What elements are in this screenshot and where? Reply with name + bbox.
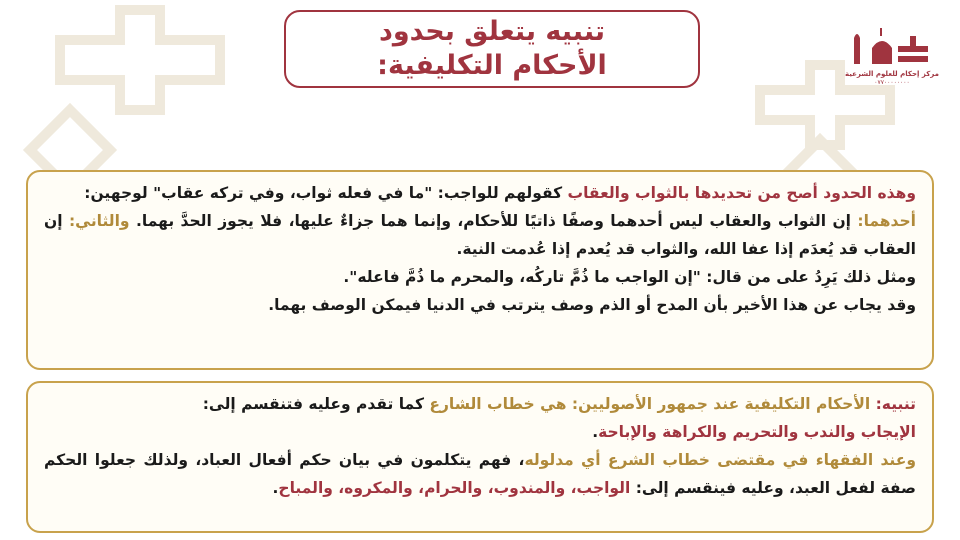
title-line-1: تنبيه يتعلق بحدود bbox=[379, 16, 605, 47]
panel1-p2-text-first: إن الثواب والعقاب ليس أحدهما وصفًا ذاتيًا للأحكام، وإنما هما جزاءٌ عليها، فلا يجوز الحدَّ بهما. bbox=[135, 212, 858, 230]
panel1-p1-highlight: وهذه الحدود أصح من تحديدها بالثواب والعقاب bbox=[567, 184, 916, 202]
panel2-p1-label: تنبيه: bbox=[875, 395, 916, 413]
logo-phone: ٠٧٧٠٠٠٠٠٠٠٠ bbox=[874, 79, 910, 86]
panel2-p3-list: الواجب، والمندوب، والحرام، والمكروه، والمباح bbox=[278, 479, 636, 497]
panel2-p3-text: ، فهم يتكلمون في بيان حكم أفعال العباد، ولذلك جعلوا الحكم صفة لفعل العبد، وعليه فينقسم إلى: bbox=[44, 451, 916, 497]
panel2-paragraph-2 bbox=[44, 418, 916, 446]
panel1-p2-label-second: والثاني: bbox=[68, 212, 136, 230]
panel1-p2-text-second: إن العقاب قد يُعدَم إذا عفا الله، والثواب قد يُعدم إذا عُدمت النية. bbox=[44, 212, 916, 258]
panel1-paragraph-1 bbox=[44, 179, 916, 207]
panel2-paragraph-1 bbox=[44, 390, 916, 418]
panel2-p3-end: . bbox=[272, 479, 279, 497]
logo bbox=[845, 24, 939, 94]
panel2-p3-highlight: وعند الفقهاء في مقتضى خطاب الشرع أي مدلوله bbox=[524, 451, 916, 469]
logo-subtitle: مركز إحكام للعلوم الشرعية bbox=[845, 70, 939, 78]
panel2-p2-list: الإيجاب والندب والتحريم والكراهة والإباحة bbox=[598, 423, 916, 441]
panel1-p1-text: كقولهم للواجب: "ما في فعله ثواب، وفي تركه عقاب" لوجهين: bbox=[84, 184, 568, 202]
content-panel-1 bbox=[26, 170, 934, 370]
content-panel-2 bbox=[26, 381, 934, 533]
panel2-p1-text: كما تقدم وعليه فتنقسم إلى: bbox=[202, 395, 430, 413]
title-box bbox=[284, 10, 700, 88]
panel2-paragraph-3 bbox=[44, 446, 916, 502]
panel1-p2-label-first: أحدهما: bbox=[857, 212, 916, 230]
title-line-2: الأحكام التكليفية: bbox=[377, 50, 607, 81]
panel2-p2-end: . bbox=[592, 423, 599, 441]
panel1-paragraph-2 bbox=[44, 207, 916, 263]
panel2-p1-highlight: الأحكام التكليفية عند جمهور الأصوليين: هي خطاب الشارع bbox=[429, 395, 876, 413]
mosque-dome-logo-icon bbox=[850, 24, 934, 68]
panel1-paragraph-4: وقد يجاب عن هذا الأخير بأن المدح أو الذم وصف يترتب في الدنيا فيمكن الوصف بهما. bbox=[268, 296, 916, 314]
panel1-paragraph-3: ومثل ذلك يَرِدُ على من قال: "إن الواجب ما ذُمَّ تاركُه، والمحرم ما ذُمَّ فاعله". bbox=[343, 268, 916, 286]
